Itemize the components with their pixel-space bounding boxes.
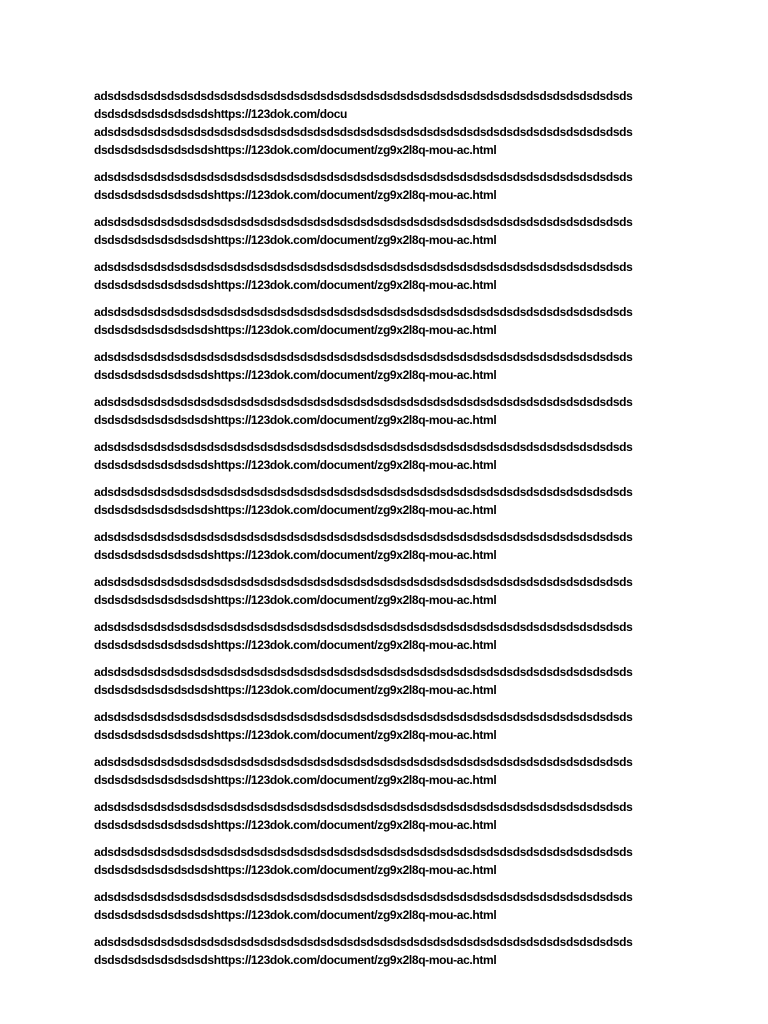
text-line: adsdsdsdsdsdsdsdsdsdsdsdsdsdsdsdsdsdsdsdsdsdsdsdsdsdsdsdsdsdsdsdsdsdsdsdsdsdsdsds [94, 125, 633, 139]
text-line: adsdsdsdsdsdsdsdsdsdsdsdsdsdsdsdsdsdsdsdsdsdsdsdsdsdsdsdsdsdsdsdsdsdsdsdsdsdsdsds [94, 440, 633, 454]
paragraph [94, 843, 694, 879]
text-line: dsdsdsdsdsdsdsdsdshttps://123dok.com/document/zg9x2l8q-mou-ac.html [94, 953, 497, 967]
paragraph [94, 708, 694, 744]
text-line: adsdsdsdsdsdsdsdsdsdsdsdsdsdsdsdsdsdsdsdsdsdsdsdsdsdsdsdsdsdsdsdsdsdsdsdsdsdsdsds [94, 260, 633, 274]
text-line: dsdsdsdsdsdsdsdsdshttps://123dok.com/document/zg9x2l8q-mou-ac.html [94, 638, 497, 652]
text-line: adsdsdsdsdsdsdsdsdsdsdsdsdsdsdsdsdsdsdsdsdsdsdsdsdsdsdsdsdsdsdsdsdsdsdsdsdsdsdsds [94, 485, 633, 499]
text-line: adsdsdsdsdsdsdsdsdsdsdsdsdsdsdsdsdsdsdsdsdsdsdsdsdsdsdsdsdsdsdsdsdsdsdsdsdsdsdsds [94, 845, 633, 859]
paragraph [94, 483, 694, 519]
text-line: adsdsdsdsdsdsdsdsdsdsdsdsdsdsdsdsdsdsdsdsdsdsdsdsdsdsdsdsdsdsdsdsdsdsdsdsdsdsdsds [94, 305, 633, 319]
text-line: dsdsdsdsdsdsdsdsdshttps://123dok.com/document/zg9x2l8q-mou-ac.html [94, 368, 497, 382]
paragraph [94, 303, 694, 339]
text-line: dsdsdsdsdsdsdsdsdshttps://123dok.com/document/zg9x2l8q-mou-ac.html [94, 863, 497, 877]
text-line: dsdsdsdsdsdsdsdsdshttps://123dok.com/docu [94, 107, 348, 121]
text-line: dsdsdsdsdsdsdsdsdshttps://123dok.com/document/zg9x2l8q-mou-ac.html [94, 773, 497, 787]
text-line: dsdsdsdsdsdsdsdsdshttps://123dok.com/document/zg9x2l8q-mou-ac.html [94, 728, 497, 742]
text-line: dsdsdsdsdsdsdsdsdshttps://123dok.com/document/zg9x2l8q-mou-ac.html [94, 593, 497, 607]
text-line: adsdsdsdsdsdsdsdsdsdsdsdsdsdsdsdsdsdsdsdsdsdsdsdsdsdsdsdsdsdsdsdsdsdsdsdsdsdsdsds [94, 89, 633, 103]
paragraph [94, 753, 694, 789]
text-line: adsdsdsdsdsdsdsdsdsdsdsdsdsdsdsdsdsdsdsdsdsdsdsdsdsdsdsdsdsdsdsdsdsdsdsdsdsdsdsds [94, 620, 633, 634]
text-line: dsdsdsdsdsdsdsdsdshttps://123dok.com/document/zg9x2l8q-mou-ac.html [94, 683, 497, 697]
paragraph [94, 528, 694, 564]
paragraph [94, 618, 694, 654]
paragraph [94, 663, 694, 699]
text-line: dsdsdsdsdsdsdsdsdshttps://123dok.com/document/zg9x2l8q-mou-ac.html [94, 503, 497, 517]
text-line: dsdsdsdsdsdsdsdsdshttps://123dok.com/document/zg9x2l8q-mou-ac.html [94, 908, 497, 922]
paragraph [94, 213, 694, 249]
paragraph [94, 168, 694, 204]
text-line: adsdsdsdsdsdsdsdsdsdsdsdsdsdsdsdsdsdsdsdsdsdsdsdsdsdsdsdsdsdsdsdsdsdsdsdsdsdsdsds [94, 755, 633, 769]
text-line: dsdsdsdsdsdsdsdsdshttps://123dok.com/document/zg9x2l8q-mou-ac.html [94, 233, 497, 247]
text-line: adsdsdsdsdsdsdsdsdsdsdsdsdsdsdsdsdsdsdsdsdsdsdsdsdsdsdsdsdsdsdsdsdsdsdsdsdsdsdsds [94, 215, 633, 229]
text-line: dsdsdsdsdsdsdsdsdshttps://123dok.com/document/zg9x2l8q-mou-ac.html [94, 818, 497, 832]
paragraph [94, 348, 694, 384]
text-line: dsdsdsdsdsdsdsdsdshttps://123dok.com/document/zg9x2l8q-mou-ac.html [94, 323, 497, 337]
text-line: adsdsdsdsdsdsdsdsdsdsdsdsdsdsdsdsdsdsdsdsdsdsdsdsdsdsdsdsdsdsdsdsdsdsdsdsdsdsdsds [94, 710, 633, 724]
text-line: adsdsdsdsdsdsdsdsdsdsdsdsdsdsdsdsdsdsdsdsdsdsdsdsdsdsdsdsdsdsdsdsdsdsdsdsdsdsdsds [94, 170, 633, 184]
paragraph [94, 573, 694, 609]
text-line: adsdsdsdsdsdsdsdsdsdsdsdsdsdsdsdsdsdsdsdsdsdsdsdsdsdsdsdsdsdsdsdsdsdsdsdsdsdsdsds [94, 935, 633, 949]
paragraph [94, 393, 694, 429]
paragraph [94, 438, 694, 474]
paragraph-first [94, 87, 694, 159]
paragraph [94, 888, 694, 924]
text-line: dsdsdsdsdsdsdsdsdshttps://123dok.com/document/zg9x2l8q-mou-ac.html [94, 143, 497, 157]
text-line: dsdsdsdsdsdsdsdsdshttps://123dok.com/document/zg9x2l8q-mou-ac.html [94, 413, 497, 427]
text-line: adsdsdsdsdsdsdsdsdsdsdsdsdsdsdsdsdsdsdsdsdsdsdsdsdsdsdsdsdsdsdsdsdsdsdsdsdsdsdsds [94, 890, 633, 904]
text-line: dsdsdsdsdsdsdsdsdshttps://123dok.com/document/zg9x2l8q-mou-ac.html [94, 458, 497, 472]
paragraph [94, 798, 694, 834]
text-line: adsdsdsdsdsdsdsdsdsdsdsdsdsdsdsdsdsdsdsdsdsdsdsdsdsdsdsdsdsdsdsdsdsdsdsdsdsdsdsds [94, 350, 633, 364]
text-line: adsdsdsdsdsdsdsdsdsdsdsdsdsdsdsdsdsdsdsdsdsdsdsdsdsdsdsdsdsdsdsdsdsdsdsdsdsdsdsds [94, 395, 633, 409]
text-line: adsdsdsdsdsdsdsdsdsdsdsdsdsdsdsdsdsdsdsdsdsdsdsdsdsdsdsdsdsdsdsdsdsdsdsdsdsdsdsds [94, 800, 633, 814]
paragraph [94, 933, 694, 969]
document-body [94, 87, 694, 978]
text-line: dsdsdsdsdsdsdsdsdshttps://123dok.com/document/zg9x2l8q-mou-ac.html [94, 188, 497, 202]
text-line: dsdsdsdsdsdsdsdsdshttps://123dok.com/document/zg9x2l8q-mou-ac.html [94, 548, 497, 562]
text-line: adsdsdsdsdsdsdsdsdsdsdsdsdsdsdsdsdsdsdsdsdsdsdsdsdsdsdsdsdsdsdsdsdsdsdsdsdsdsdsds [94, 530, 633, 544]
text-line: adsdsdsdsdsdsdsdsdsdsdsdsdsdsdsdsdsdsdsdsdsdsdsdsdsdsdsdsdsdsdsdsdsdsdsdsdsdsdsds [94, 665, 633, 679]
paragraph [94, 258, 694, 294]
text-line: dsdsdsdsdsdsdsdsdshttps://123dok.com/document/zg9x2l8q-mou-ac.html [94, 278, 497, 292]
text-line: adsdsdsdsdsdsdsdsdsdsdsdsdsdsdsdsdsdsdsdsdsdsdsdsdsdsdsdsdsdsdsdsdsdsdsdsdsdsdsds [94, 575, 633, 589]
